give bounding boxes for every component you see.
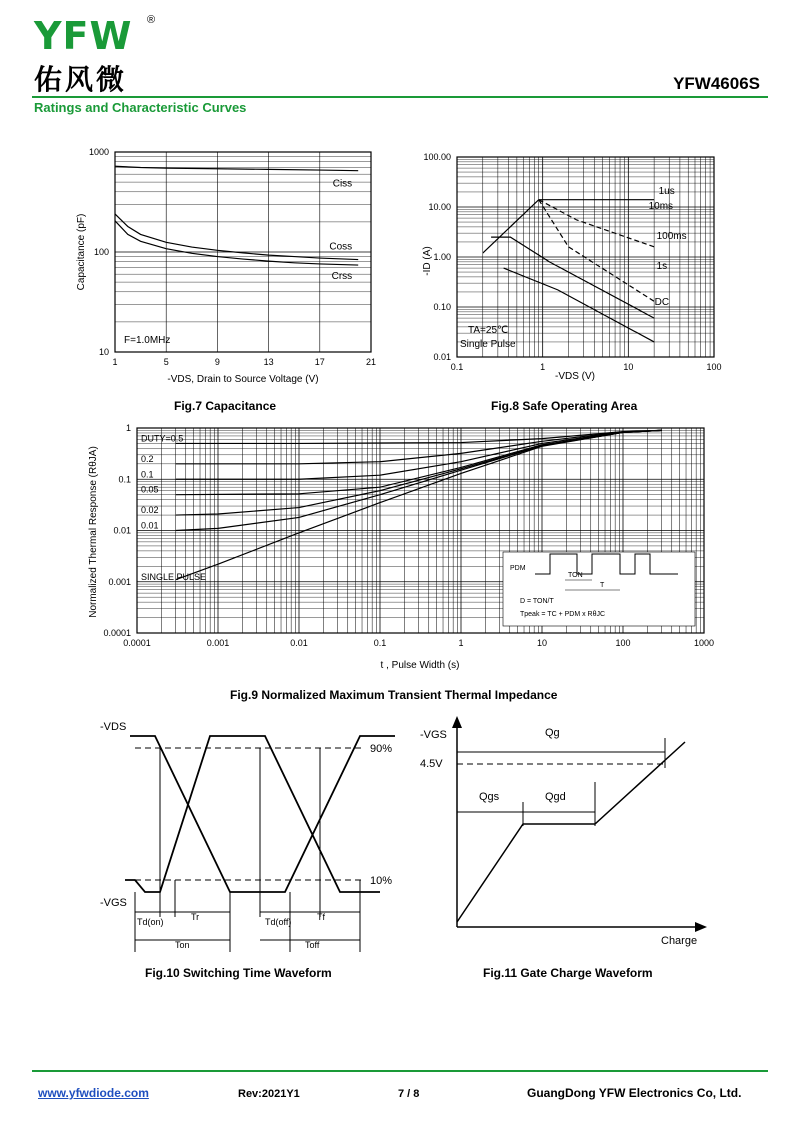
capacitance-chart [60,140,390,390]
y-tick-label: 0.1 [118,474,131,485]
fig10-10-label: 10% [370,875,393,887]
fig9-caption: Fig.9 Normalized Maximum Transient Thermal Impedance [230,688,558,702]
inset-pdm: PDM [510,565,526,572]
x-tick-label: 5 [163,357,169,367]
fig10-vgs-label: -VGS [100,897,127,909]
company-name: GuangDong YFW Electronics Co, Ltd. [527,1086,742,1100]
fig11-vgs-label: -VGS [420,729,447,741]
vgs-waveform [125,736,380,892]
y-tick-label: 1000 [88,147,109,157]
series-label: SINGLE PULSE [141,571,207,582]
soa-xlabel: -VDS (V) [555,371,595,382]
fig10-tf: Tf [317,912,325,922]
inset-ton: TON [568,572,583,579]
x-tick-label: 13 [263,357,274,367]
fig11-qgs-label: Qgs [479,791,500,803]
series-line-coss [115,214,358,260]
x-tick-label: 1 [112,357,118,367]
inset-eq1: D = TON/T [520,598,554,605]
website-link[interactable]: www.yfwdiode.com [38,1086,149,1100]
logo-chinese-name: 佑风微 [34,63,128,96]
x-tick-label: 1 [458,638,464,648]
y-tick-label: 1 [125,423,131,433]
x-tick-label: 0.1 [450,362,464,372]
x-tick-label: 100 [615,638,631,648]
x-tick-label: 10 [623,362,634,372]
fig11-qgd-label: Qgd [545,791,566,803]
series-label: DUTY=0.5 [141,433,184,444]
fig10-caption: Fig.10 Switching Time Waveform [145,966,332,980]
footer-rule [32,1070,768,1072]
page-number: 7 / 8 [398,1088,420,1100]
gate-charge-curve [457,742,685,922]
series-label: 0.1 [141,469,154,480]
series-label: 0.05 [141,484,159,495]
section-title: Ratings and Characteristic Curves [34,100,247,115]
y-tick-label: 0.0001 [103,628,131,638]
series-label: 0.01 [141,520,159,531]
fig10-tr: Tr [191,912,200,922]
part-number: YFW4606S [673,74,760,93]
x-tick-label: 1000 [693,638,715,648]
fig11-charge-label: Charge [661,935,698,947]
x-axis-arrow-icon [695,922,707,932]
thermal-inset [503,552,695,626]
series-label: 100ms [656,231,687,242]
soa-annotation-ta: TA=25℃ [468,325,509,336]
series-label: Crss [331,271,353,283]
inset-eq2: Tpeak = TC + PDM x RθJC [520,611,606,618]
y-tick-label: 10.00 [428,202,451,212]
logo-registered-mark: ® [147,14,156,26]
switching-waveform [95,712,415,962]
capacitance-xlabel: -VDS, Drain to Source Voltage (V) [167,374,319,385]
y-tick-label: 1.00 [433,252,451,262]
fig10-tdoff: Td(off) [265,917,292,927]
x-tick-label: 0.01 [290,638,308,648]
logo-text: YFW [34,14,133,58]
thermal-ylabel: Normalized Thermal Response (RθJA) [88,446,99,618]
thermal-chart [80,420,720,675]
series-line-ciss [115,166,358,170]
y-axis-arrow-icon [452,716,462,728]
y-tick-label: 0.10 [433,302,451,312]
thermal-xlabel: t , Pulse Width (s) [380,660,460,671]
x-tick-label: 17 [314,357,325,367]
series-label: Coss [329,241,353,253]
series-label: 1us [658,186,675,197]
series-label: DC [654,297,670,308]
fig10-toff: Toff [305,940,320,950]
x-tick-label: 100 [706,362,722,372]
fig10-90-label: 90% [370,743,393,755]
header-rule [32,96,768,98]
series-label: 10ms [648,201,674,212]
y-tick-label: 0.01 [433,352,451,362]
inset-t: T [600,582,605,589]
soa-ylabel: -ID (A) [422,246,433,276]
x-tick-label: 9 [214,357,220,367]
series-label: 0.2 [141,453,154,464]
capacitance-annotation: F=1.0MHz [124,335,171,346]
gate-charge-waveform [415,712,715,962]
fig11-v45-label: 4.5V [420,758,443,770]
fig11-qg-label: Qg [545,727,560,739]
vds-waveform [130,736,395,892]
fig7-caption: Fig.7 Capacitance [174,399,277,413]
soa-annotation-pulse: Single Pulse [460,339,516,350]
series-label: 0.02 [141,505,159,516]
capacitance-series [115,166,358,282]
x-tick-label: 21 [365,357,377,367]
capacitance-ylabel: Capacitance (pF) [76,213,87,291]
revision: Rev:2021Y1 [238,1088,300,1100]
fig10-ton: Ton [175,940,190,950]
soa-chart [410,145,740,390]
y-tick-label: 0.001 [108,576,131,587]
y-tick-label: 100 [93,247,109,257]
x-tick-label: 0.001 [206,638,230,648]
x-tick-label: 0.1 [373,638,387,648]
y-tick-label: 0.01 [113,525,131,536]
fig8-caption: Fig.8 Safe Operating Area [491,399,638,413]
series-label: 1s [656,261,668,272]
y-tick-label: 100.00 [423,152,451,162]
x-tick-label: 0.0001 [123,638,151,648]
fig10-vds-label: -VDS [100,721,127,733]
x-tick-label: 1 [540,362,546,372]
fig10-tdon: Td(on) [137,917,164,927]
fig11-caption: Fig.11 Gate Charge Waveform [483,966,653,980]
series-label: Ciss [332,178,353,190]
x-tick-label: 10 [536,638,548,648]
series-line-dc [504,268,655,342]
y-tick-label: 10 [98,347,109,357]
